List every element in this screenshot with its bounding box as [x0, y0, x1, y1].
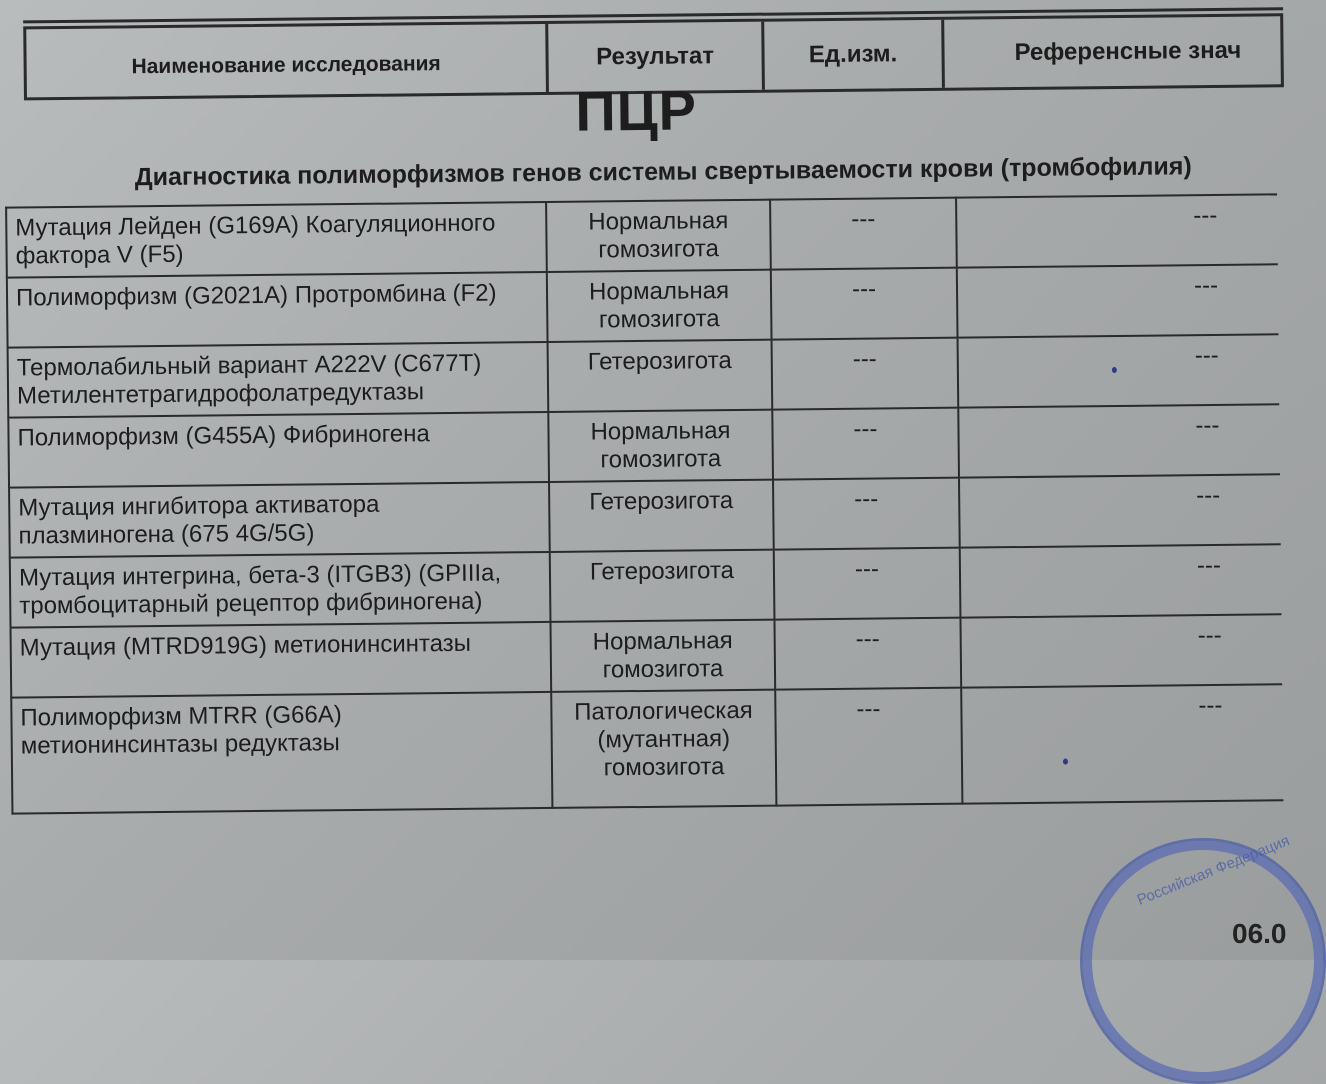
ink-dot — [1063, 759, 1068, 765]
test-reference: --- — [959, 474, 1281, 547]
test-unit: --- — [770, 198, 957, 270]
test-name: Полиморфизм (G2021A) Протромбина (F2) — [7, 272, 548, 348]
test-result: Нормальная гомозигота — [550, 620, 775, 692]
test-result: Нормальная гомозигота — [547, 270, 772, 342]
test-name: Полиморфизм (G455A) Фибриногена — [8, 412, 549, 488]
table-row — [11, 614, 1283, 697]
table-row — [6, 194, 1278, 277]
test-unit: --- — [772, 338, 959, 410]
test-name: Мутация интегрина, бета-3 (ITGB3) (GPIIIa, тромбоцитарный рецептор фибриногена) — [10, 552, 551, 628]
test-unit: --- — [771, 268, 958, 340]
test-reference: --- — [960, 544, 1282, 617]
test-result: Гетерозигота — [550, 550, 775, 622]
date-fragment: 06.0 — [1232, 918, 1287, 949]
test-unit: --- — [772, 408, 959, 480]
table-row — [7, 264, 1279, 347]
section-subtitle: Диагностика полиморфизмов генов системы свертываемости крови (тромбофилия) — [134, 152, 1192, 192]
test-name: Мутация ингибитора активатора плазминогена (675 4G/5G) — [9, 482, 550, 558]
test-reference: --- — [958, 334, 1280, 407]
header-name: Наименование исследования — [26, 24, 549, 97]
header-reference: Референсные знач — [1014, 36, 1242, 67]
table-row — [8, 334, 1280, 417]
test-result: Гетерозигота — [549, 480, 774, 552]
table-row — [11, 684, 1283, 813]
test-unit: --- — [774, 548, 961, 620]
test-reference: --- — [956, 194, 1278, 267]
section-title: ПЦР — [575, 78, 698, 143]
test-result: Нормальная гомозигота — [548, 410, 773, 482]
test-unit: --- — [775, 688, 962, 806]
test-reference: --- — [960, 614, 1282, 687]
stamp-text: Российская Федерация — [1134, 832, 1293, 909]
header-result: Результат — [548, 22, 765, 92]
test-result: Патологическая (мутантная) гомозигота — [551, 690, 776, 808]
results-table — [5, 193, 1283, 814]
test-result: Нормальная гомозигота — [546, 200, 771, 272]
ink-dot — [1112, 367, 1117, 373]
test-unit: --- — [774, 618, 961, 690]
table-row — [8, 404, 1280, 487]
table-row — [10, 544, 1282, 627]
test-name: Мутация Лейден (G169A) Коагуляционного фактора V (F5) — [6, 202, 547, 278]
test-unit: --- — [773, 478, 960, 550]
table-row — [9, 474, 1281, 557]
test-name: Мутация (MTRD919G) метионинсинтазы — [11, 622, 552, 698]
test-reference: --- — [957, 264, 1279, 337]
test-reference: --- — [958, 404, 1280, 477]
test-result: Гетерозигота — [548, 340, 773, 412]
test-name: Термолабильный вариант A222V (C677T) Метилентетрагидрофолатредуктазы — [8, 342, 549, 418]
test-reference: --- — [961, 684, 1283, 803]
test-name: Полиморфизм MTRR (G66A) метионинсинтазы редуктазы — [11, 692, 552, 814]
header-unit: Ед.изм. — [764, 20, 945, 90]
